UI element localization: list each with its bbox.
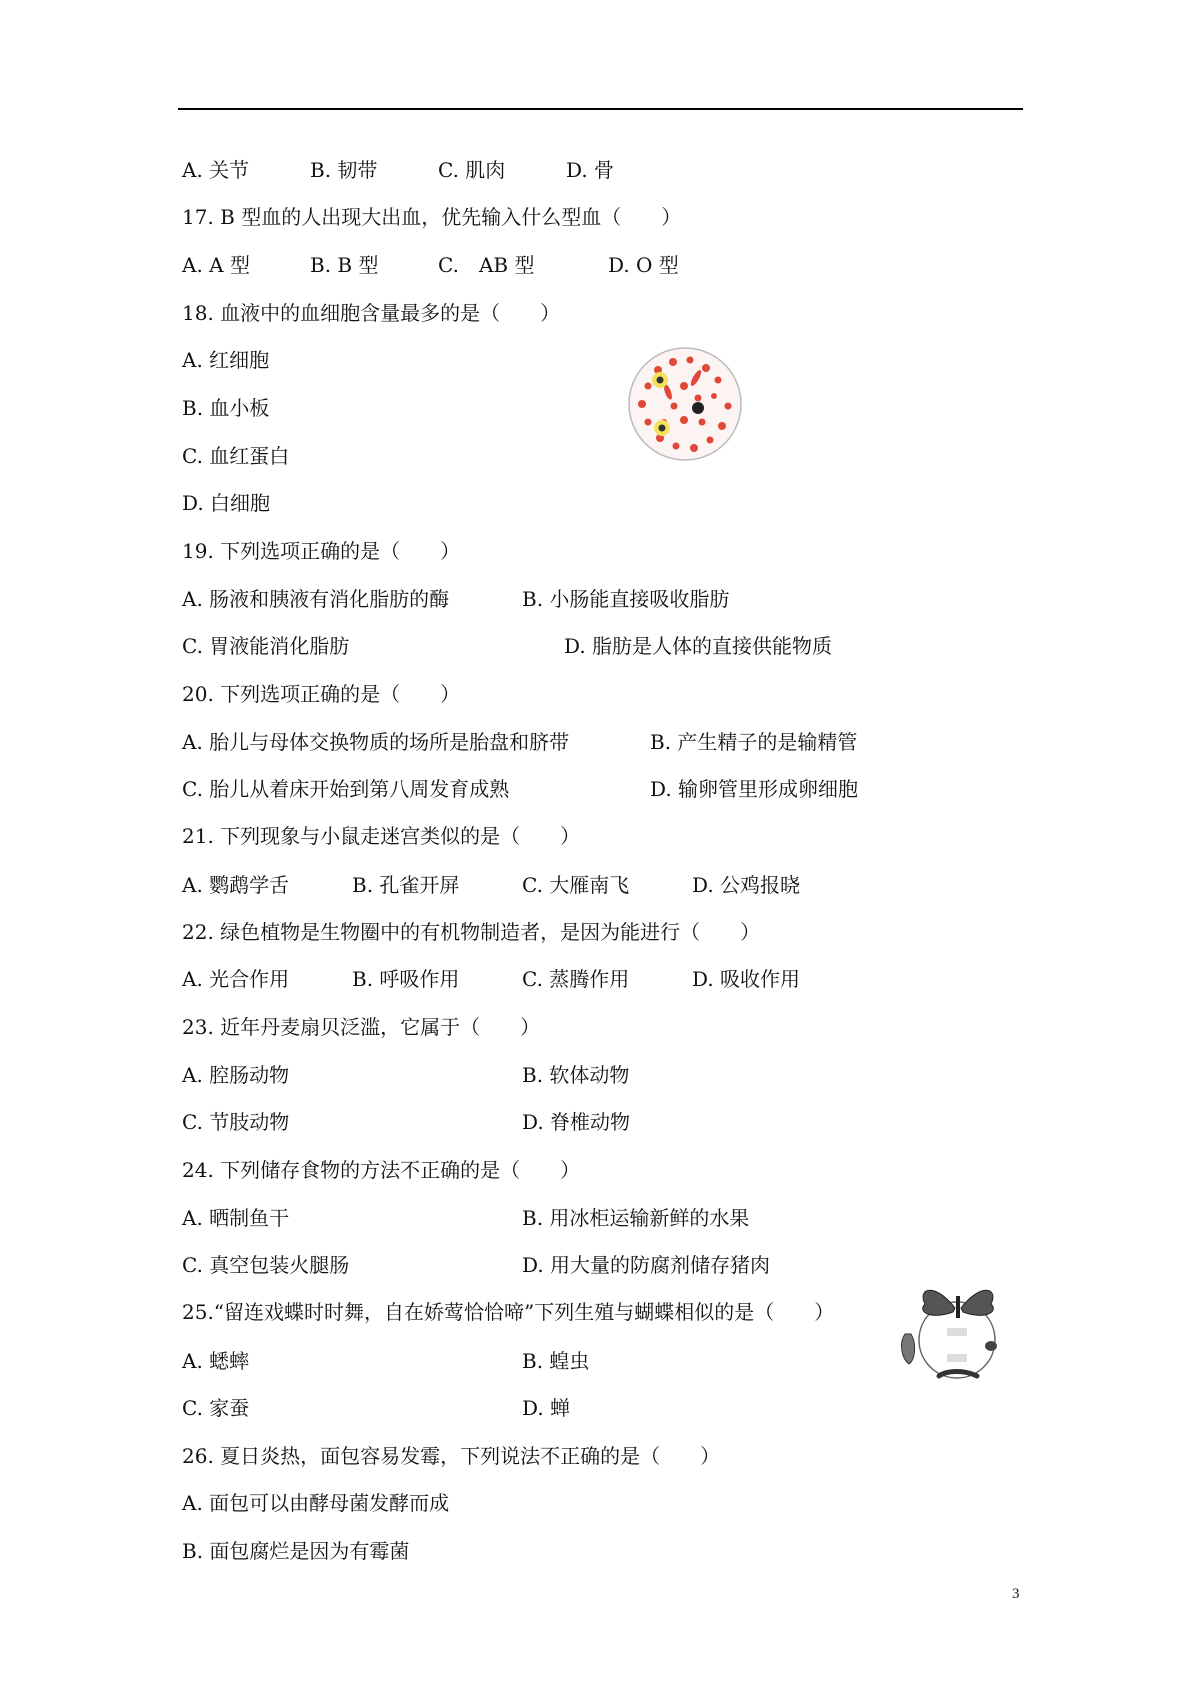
q24-option-a: A. 晒制鱼干 <box>182 1206 290 1230</box>
blood-cell-figure <box>618 340 752 468</box>
q21-stem: 21. 下列现象与小鼠走迷宫类似的是（ ） <box>182 824 581 848</box>
q25-option-b: B. 蝗虫 <box>522 1349 590 1373</box>
q21-option-d: D. 公鸡报晓 <box>692 873 801 897</box>
page-number: 3 <box>1012 1586 1020 1602</box>
q18-stem: 18. 血液中的血细胞含量最多的是（ ） <box>182 301 561 325</box>
q26-option-b: B. 面包腐烂是因为有霉菌 <box>182 1539 410 1563</box>
q26-stem: 26. 夏日炎热，面包容易发霉，下列说法不正确的是（ ） <box>182 1444 721 1468</box>
q24-stem: 24. 下列储存食物的方法不正确的是（ ） <box>182 1158 581 1182</box>
q21-option-c: C. 大雁南飞 <box>522 873 630 897</box>
q18-option-b: B. 血小板 <box>182 396 270 420</box>
q19-option-c: C. 胃液能消化脂肪 <box>182 634 350 658</box>
q17-stem: 17. B 型血的人出现大出血，优先输入什么型血（ ） <box>182 205 682 229</box>
q23-option-c: C. 节肢动物 <box>182 1110 290 1134</box>
q24-option-c: C. 真空包装火腿肠 <box>182 1253 350 1277</box>
header-rule <box>178 108 1023 110</box>
q16-option-d: D. 骨 <box>566 158 615 182</box>
q25-option-c: C. 家蚕 <box>182 1396 250 1420</box>
q22-option-d: D. 吸收作用 <box>692 967 801 991</box>
q21-option-a: A. 鹦鹉学舌 <box>182 873 290 897</box>
q25-stem: 25.“留连戏蝶时时舞，自在娇莺恰恰啼”下列生殖与蝴蝶相似的是（ ） <box>182 1300 835 1324</box>
q20-stem: 20. 下列选项正确的是（ ） <box>182 682 461 706</box>
q19-option-d: D. 脂肪是人体的直接供能物质 <box>564 634 833 658</box>
q25-option-d: D. 蝉 <box>522 1396 571 1420</box>
q17-option-c: C. AB 型 <box>438 253 535 277</box>
q19-stem: 19. 下列选项正确的是（ ） <box>182 539 461 563</box>
butterfly-lifecycle-figure <box>895 1278 1010 1390</box>
q16-option-a: A. 关节 <box>182 158 250 182</box>
q26-option-a: A. 面包可以由酵母菌发酵而成 <box>182 1491 450 1515</box>
q20-option-a: A. 胎儿与母体交换物质的场所是胎盘和脐带 <box>182 730 570 754</box>
q24-option-d: D. 用大量的防腐剂储存猪肉 <box>522 1253 771 1277</box>
q22-option-b: B. 呼吸作用 <box>352 967 460 991</box>
q19-option-a: A. 肠液和胰液有消化脂肪的酶 <box>182 587 450 611</box>
q22-stem: 22. 绿色植物是生物圈中的有机物制造者，是因为能进行（ ） <box>182 920 761 944</box>
q23-stem: 23. 近年丹麦扇贝泛滥，它属于（ ） <box>182 1015 541 1039</box>
q23-option-b: B. 软体动物 <box>522 1063 630 1087</box>
q17-option-d: D. O 型 <box>608 253 679 277</box>
q17-option-b: B. B 型 <box>310 253 379 277</box>
q20-option-b: B. 产生精子的是输精管 <box>650 730 858 754</box>
q17-option-a: A. A 型 <box>182 253 250 277</box>
q20-option-c: C. 胎儿从着床开始到第八周发育成熟 <box>182 777 510 801</box>
q16-option-c: C. 肌肉 <box>438 158 506 182</box>
q22-option-a: A. 光合作用 <box>182 967 290 991</box>
q18-option-c: C. 血红蛋白 <box>182 444 290 468</box>
q21-option-b: B. 孔雀开屏 <box>352 873 460 897</box>
q18-option-a: A. 红细胞 <box>182 348 270 372</box>
q19-option-b: B. 小肠能直接吸收脂肪 <box>522 587 730 611</box>
q23-option-a: A. 腔肠动物 <box>182 1063 290 1087</box>
q20-option-d: D. 输卵管里形成卵细胞 <box>650 777 859 801</box>
q16-option-b: B. 韧带 <box>310 158 378 182</box>
q23-option-d: D. 脊椎动物 <box>522 1110 631 1134</box>
q25-option-a: A. 蟋蟀 <box>182 1349 250 1373</box>
q22-option-c: C. 蒸腾作用 <box>522 967 630 991</box>
q24-option-b: B. 用冰柜运输新鲜的水果 <box>522 1206 750 1230</box>
q18-option-d: D. 白细胞 <box>182 491 271 515</box>
